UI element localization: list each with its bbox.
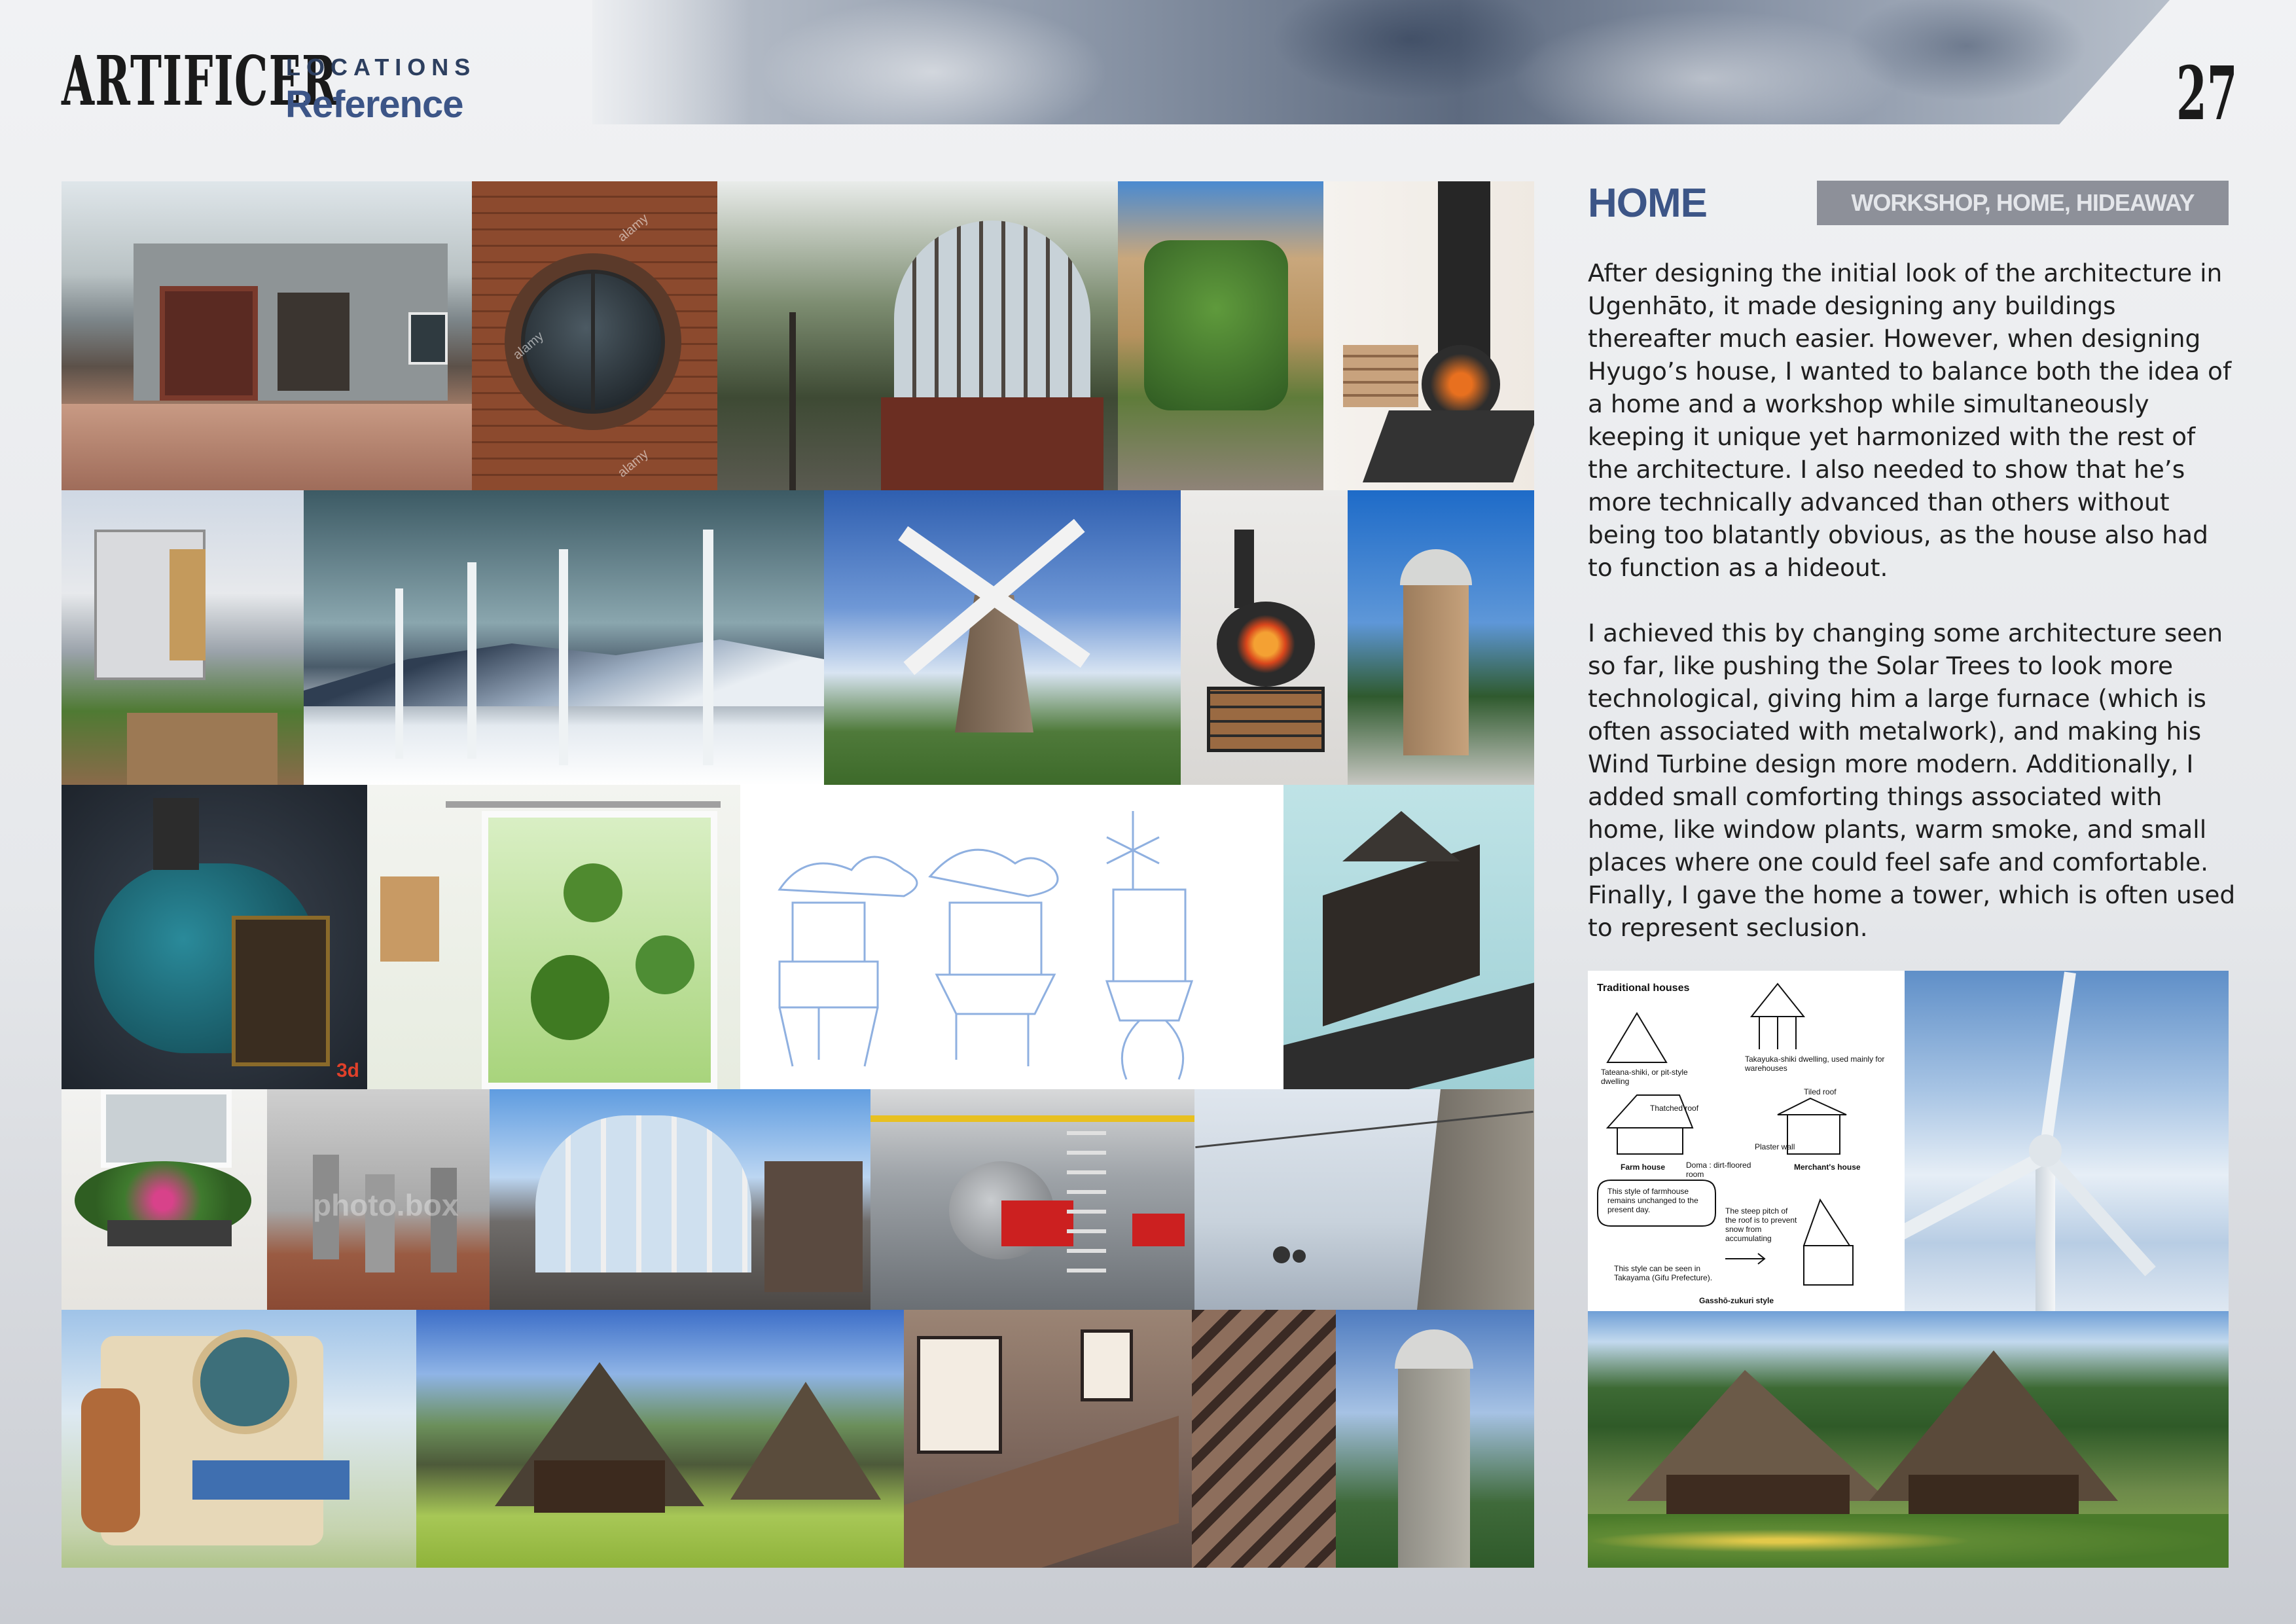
watermark-text: alamy — [510, 329, 547, 363]
watermark-text: alamy — [615, 446, 651, 480]
photo-window-flower-box — [62, 1089, 267, 1310]
render-furnace-boiler — [62, 785, 367, 1089]
section-title: Reference — [285, 83, 463, 126]
article-tag: WORKSHOP, HOME, HIDEAWAY — [1817, 181, 2229, 225]
diagram-label: Plaster wall — [1755, 1142, 1795, 1151]
photo-wind-turbine-closeup — [1905, 971, 2229, 1311]
photo-observatory-tower — [1348, 490, 1534, 785]
diagram-label: Farm house — [1621, 1163, 1666, 1172]
logo-3d-mark: 3d — [336, 1060, 360, 1081]
sketch-lines — [740, 785, 1283, 1089]
article-body — [1588, 257, 2236, 977]
diagram-label: Tiled roof — [1804, 1087, 1837, 1096]
photo-gassho-zukuri-farmhouses — [1588, 1311, 2229, 1568]
diagram-label: Thatched roof — [1650, 1104, 1699, 1113]
diagram-label: Takayuka-shiki dwelling, used mainly for warehouses — [1745, 1055, 1885, 1073]
photo-concrete-tower — [1336, 1310, 1534, 1568]
painting-misty-tower-mobile — [1194, 1089, 1534, 1310]
photo-wind-farm — [304, 490, 824, 785]
brand-logo: ARTIFICER — [62, 41, 338, 121]
header-banner-image — [592, 0, 2170, 124]
photo-thatched-village — [416, 1310, 904, 1568]
article-paragraph: I achieved this by changing some architecture seen so far, like pushing the Solar Trees to look more technological, giving him a large furnace (which is often associated with metalwork), and making his Wind Turbine design more modern. Additionally, I added small comforting things associated with home, like window plants, warm smoke, and small places where one could feel safe and comfortable. Finally, I gave the home a tower, which is often used to represent seclusion. — [1588, 619, 2236, 942]
diagram-title: Traditional houses — [1597, 983, 1690, 994]
diagram-label: Tateana-shiki, or pit-style dwelling — [1601, 1068, 1688, 1086]
page-number: 27 — [2176, 51, 2238, 137]
photo-modern-garden-house — [62, 490, 304, 785]
photo-window-plants — [367, 785, 740, 1089]
diagram-label: The steep pitch of the roof is to prevent snow from accumulating — [1725, 1206, 1797, 1243]
header-banner-fade — [592, 0, 749, 124]
photo-vine-covered-house — [1118, 181, 1323, 490]
reference-collage — [62, 181, 1534, 1568]
diagram-label: Merchant's house — [1794, 1163, 1861, 1172]
photo-workshop-cabin — [62, 181, 472, 490]
sketch-interior-workshop — [904, 1310, 1336, 1568]
article-paragraph: After designing the initial look of the architecture in Ugenhāto, it made designing any buildings thereafter much easier. However, when designing Hyugo’s house, I wanted to balance both the idea of a home and a workshop while simultaneously keeping it unique yet harmonized with the rest of the architecture. I also needed to show that he’s more technically advanced than others without being too blatantly obvious, as the house also had to function as a hideout. — [1588, 259, 2232, 582]
diagram-label: This style of farmhouse remains unchanged to the present day. — [1607, 1187, 1698, 1214]
painting-round-window-shop — [62, 1310, 416, 1568]
photo-wood-stove-room — [1323, 181, 1534, 490]
photo-boiler-room — [870, 1089, 1194, 1310]
diagram-sketches — [1588, 971, 1905, 1311]
diagram-label: Gasshō-zukuri style — [1699, 1296, 1774, 1305]
photo-glass-dome-conservatory — [717, 181, 1118, 490]
photo-chimney-pipes — [267, 1089, 490, 1310]
stock-watermark: photo.box — [313, 1188, 459, 1222]
photo-curved-bay-window — [490, 1089, 870, 1310]
diagram-label: Doma : dirt-floored room — [1686, 1161, 1751, 1179]
section-kicker: LOCATIONS — [286, 54, 476, 81]
photo-windmill — [824, 490, 1181, 785]
watermark-text: alamy — [615, 211, 651, 245]
article-heading: HOME — [1588, 181, 1707, 226]
sketch-tower-concepts — [740, 785, 1283, 1089]
diagram-label: This style can be seen in Takayama (Gifu Prefecture). — [1614, 1264, 1713, 1282]
diagram-traditional-houses — [1588, 971, 1905, 1311]
photo-black-stove — [1181, 490, 1348, 785]
render-isometric-house — [1283, 785, 1534, 1089]
photo-round-brick-window — [472, 181, 717, 490]
